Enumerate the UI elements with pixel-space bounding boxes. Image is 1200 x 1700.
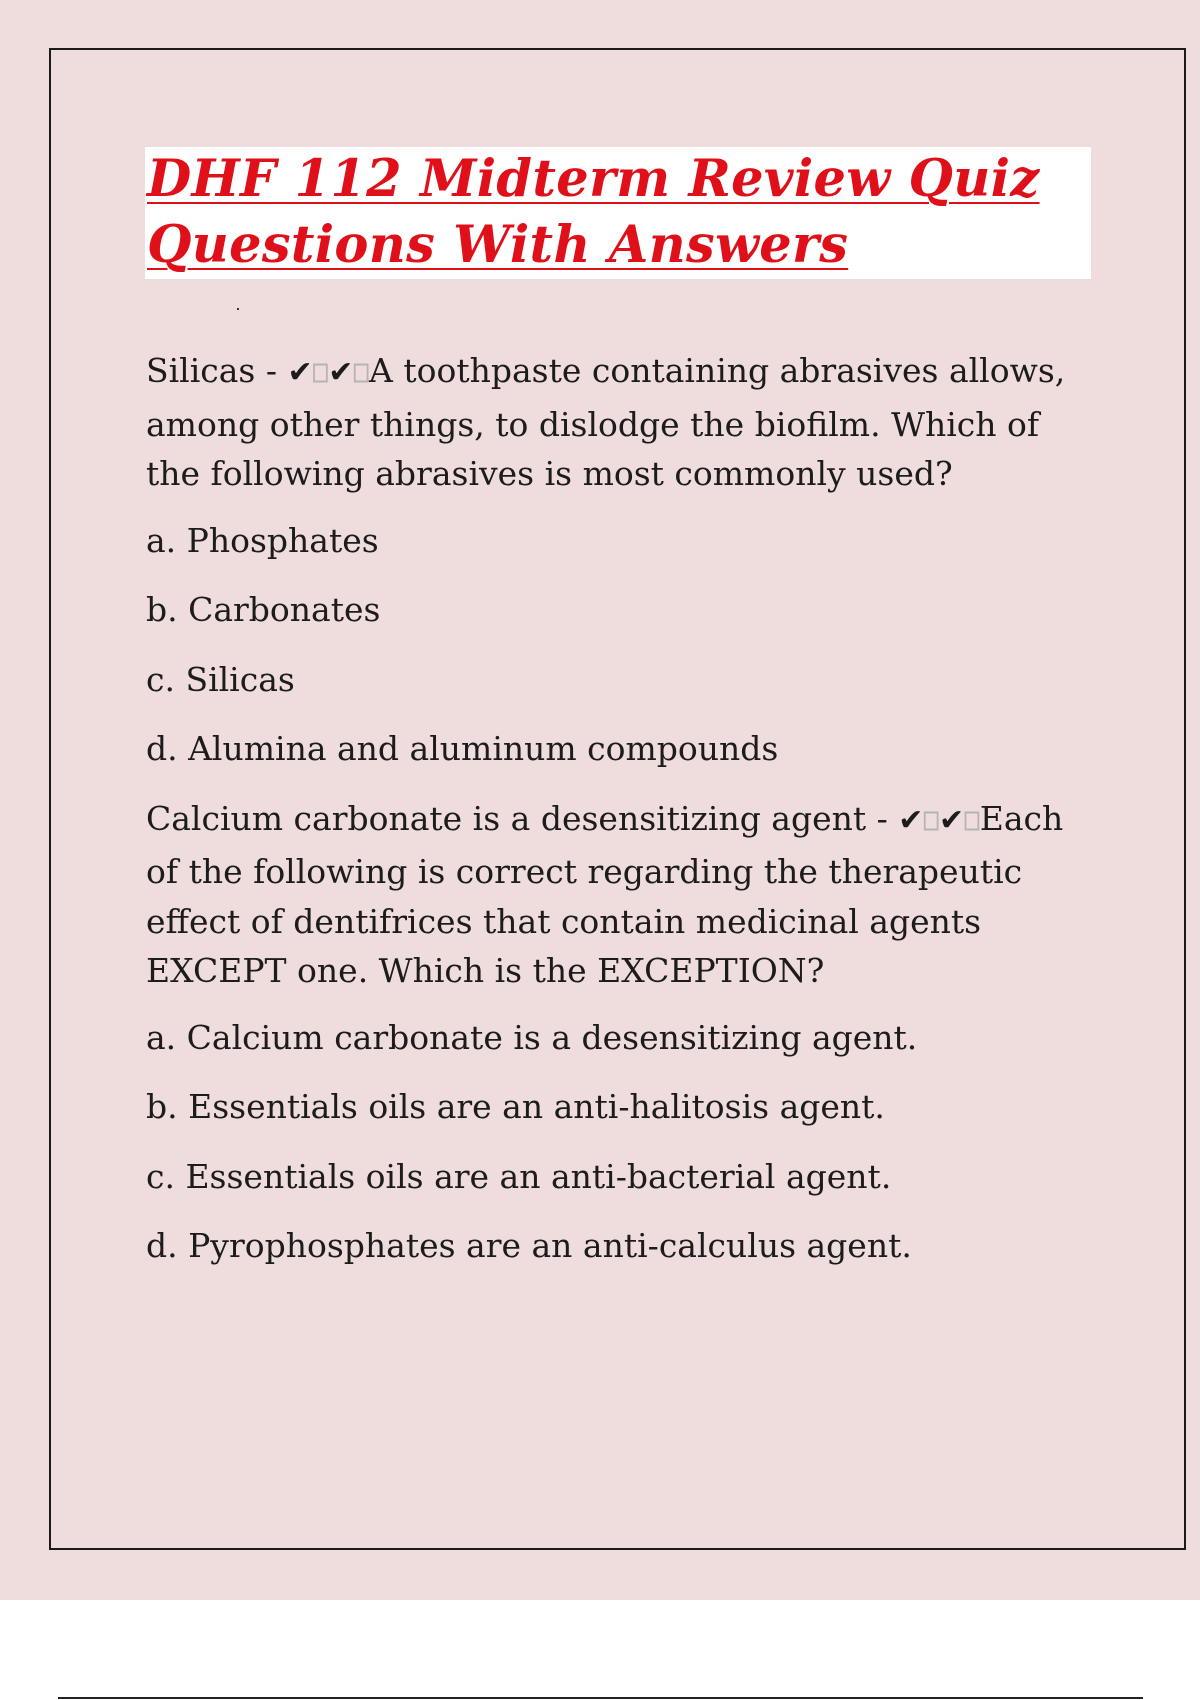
- question-2-option-c: c. Essentials oils are an anti-bacterial agent.: [146, 1156, 892, 1196]
- check-mark-icon: ✔: [939, 802, 965, 838]
- question-1-option-d: d. Alumina and aluminum compounds: [146, 729, 779, 768]
- quiz-content: [146, 346, 1076, 1291]
- question-2-prompt: Each of the following is correct regarding the therapeutic effect of dentifrices that contain medicinal agents EXCEPT one. Which is the EXCEPTION?: [146, 798, 1064, 990]
- question-1-option-a: a. Phosphates: [146, 520, 379, 560]
- placeholder-box-icon: ⎕: [923, 806, 940, 837]
- question-1-check-marks: [288, 355, 370, 390]
- question-2-option-a: a. Calcium carbonate is a desensitizing agent.: [146, 1017, 918, 1057]
- question-2-answer: Calcium carbonate is a desensitizing agent -: [146, 798, 899, 838]
- check-mark-icon: ✔: [898, 802, 924, 838]
- question-2-option-b: b. Essentials oils are an anti-halitosis agent.: [146, 1087, 885, 1126]
- document-title: DHF 112 Midterm Review Quiz Questions With Answers: [147, 149, 1040, 275]
- question-1-option-b: b. Carbonates: [146, 590, 381, 629]
- question-1-text: [146, 346, 1076, 499]
- placeholder-box-icon: ⎕: [312, 359, 329, 389]
- question-1-answer: Silicas -: [146, 351, 288, 390]
- question-block-1: [146, 346, 1076, 774]
- question-1-prompt: A toothpaste containing abrasives allows, among other things, to dislodge the biofilm. Which of the following abrasives is most commonly used?: [146, 351, 1066, 493]
- question-2-check-marks: [898, 803, 980, 838]
- check-mark-icon: ✔: [328, 355, 354, 390]
- question-block-2: [146, 794, 1076, 1271]
- footer-divider-line: [58, 1697, 1143, 1699]
- placeholder-box-icon: ⎕: [964, 806, 980, 837]
- check-mark-icon: ✔: [287, 355, 313, 390]
- stray-dot-mark: [237, 308, 239, 310]
- question-2-text: [146, 794, 1076, 996]
- question-2-option-d: d. Pyrophosphates are an anti-calculus agent.: [146, 1226, 912, 1265]
- placeholder-box-icon: ⎕: [353, 359, 369, 389]
- question-1-option-c: c. Silicas: [146, 659, 295, 699]
